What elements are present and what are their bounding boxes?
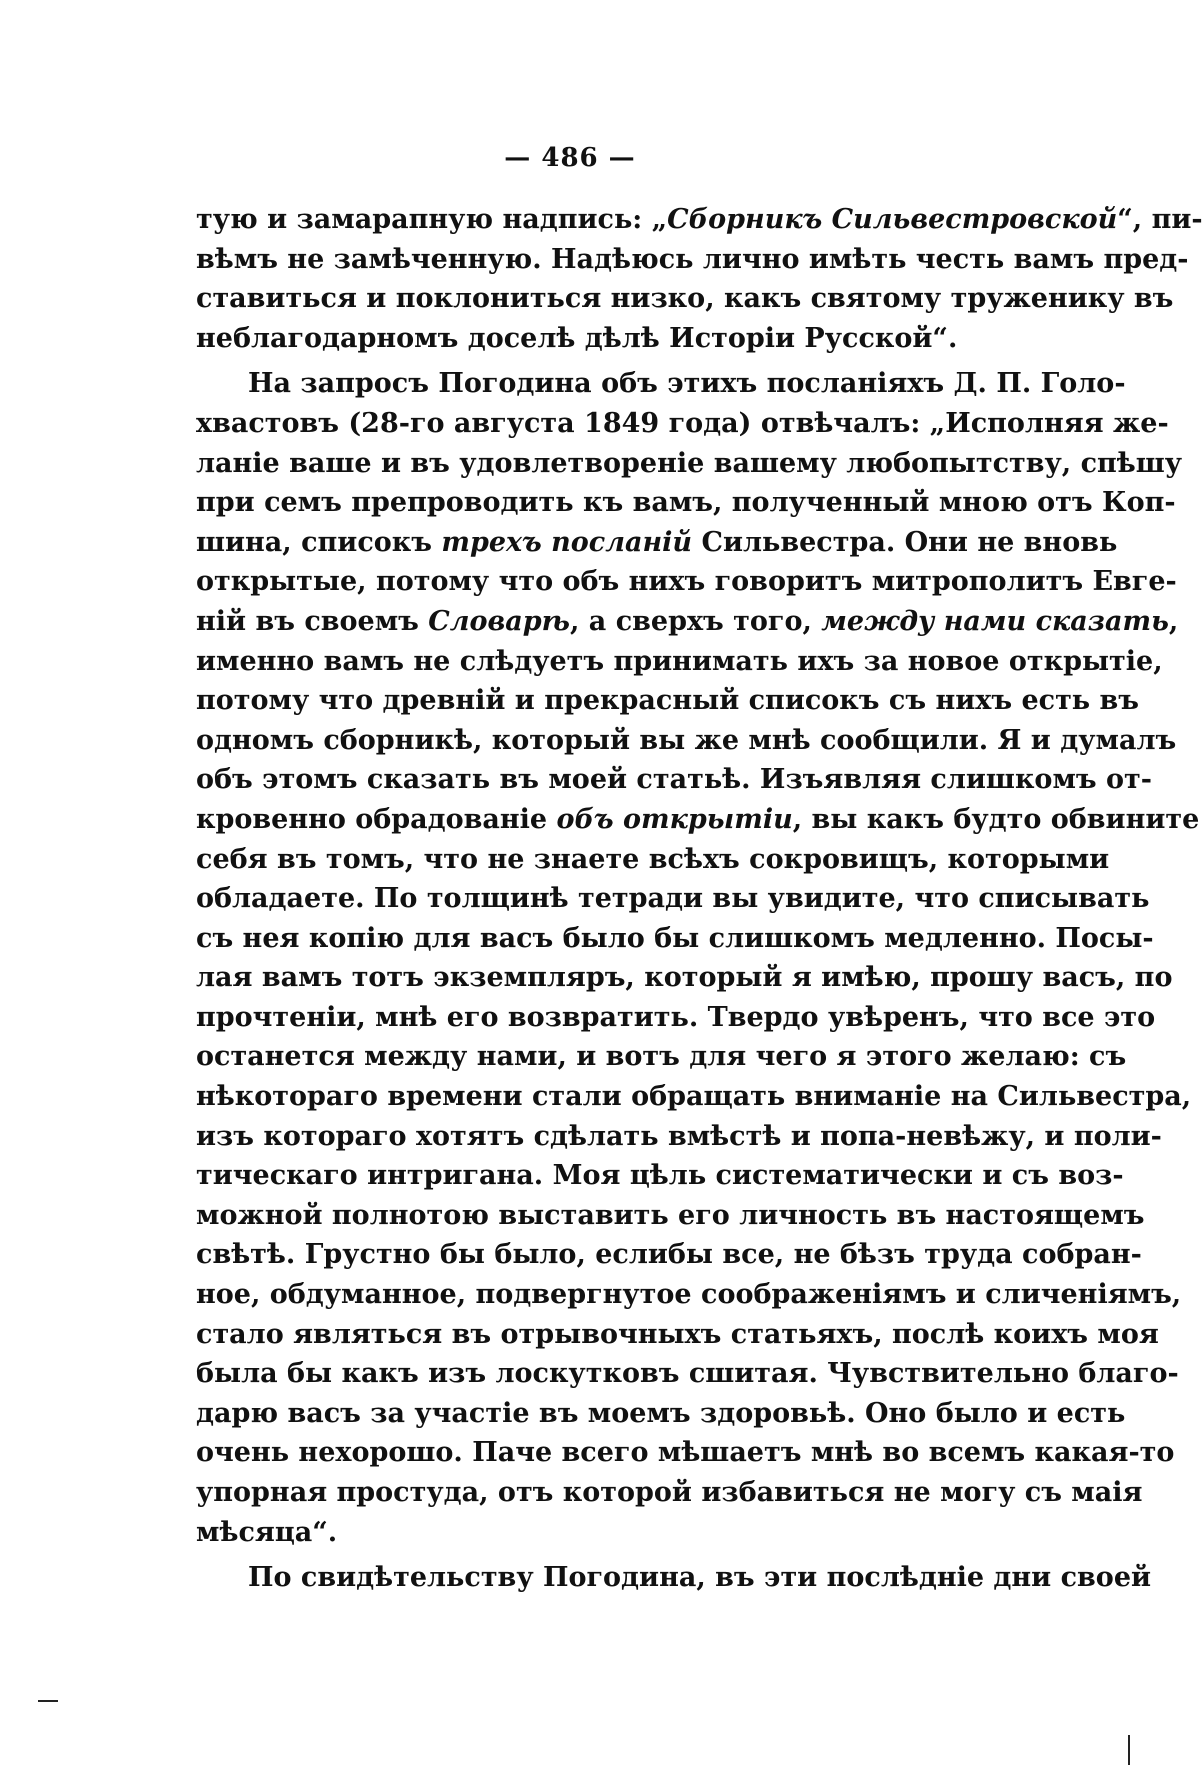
body-text [196, 200, 1203, 1598]
text-line [196, 602, 1179, 642]
text-line [196, 1077, 1192, 1117]
text-line [196, 1315, 1159, 1355]
text-run: открытые, потому что объ нихъ говоритъ митрополитъ Евге- [196, 566, 1177, 598]
text-run: при семъ препроводить къ вамъ, полученный мною отъ Коп- [196, 487, 1176, 519]
text-line [196, 681, 1139, 721]
text-line [196, 642, 1163, 682]
text-line [196, 483, 1176, 523]
text-line [196, 840, 1110, 880]
text-run: именно вамъ не слѣдуетъ принимать ихъ за новое открытіе, [196, 645, 1163, 677]
text-line [196, 879, 1150, 919]
text-line [196, 1394, 1126, 1434]
text-line [196, 404, 1169, 444]
text-run: дарю васъ за участіе въ моемъ здоровьѣ. Оно было и есть [196, 1397, 1126, 1429]
scan-mark [38, 1700, 58, 1702]
text-run: себя въ томъ, что не знаете всѣхъ сокровищъ, которыми [196, 843, 1110, 875]
text-run: , вы какъ будто обвините [792, 803, 1200, 835]
text-run: шина, списокъ [196, 526, 442, 558]
text-line [196, 1513, 1028, 1553]
text-run: хвастовъ (28-го августа 1849 года) отвѣчалъ: „Исполняя же- [196, 407, 1169, 439]
text-line [196, 1235, 1142, 1275]
italic-text: трехъ посланій [441, 526, 693, 558]
italic-text: Словарѣ [428, 605, 570, 637]
text-line [196, 1473, 1143, 1513]
text-run: одномъ сборникѣ, который вы же мнѣ сообщили. Я и думалъ [196, 724, 1177, 756]
text-run: упорная простуда, отъ которой избавиться не могу съ маія [196, 1477, 1143, 1508]
text-line [196, 760, 1152, 800]
text-run: объ этомъ сказать въ моей статьѣ. Изъявляя слишкомъ от- [196, 764, 1152, 796]
text-run: прочтеніи, мнѣ его возвратить. Твердо увѣренъ, что все это [196, 1001, 1156, 1033]
italic-text: Сборникъ Сильвестровской [667, 204, 1118, 235]
text-run: съ нея копію для васъ было бы слишкомъ медленно. Посы- [196, 922, 1154, 954]
scan-mark [1128, 1735, 1130, 1765]
text-line [196, 1196, 1145, 1236]
text-line [196, 1037, 1127, 1077]
text-line [196, 800, 1200, 840]
text-run: вѣмъ не замѣченную. Надѣюсь лично имѣть честь вамъ пред- [196, 243, 1189, 275]
text-run: ное, обдуманное, подвергнутое соображеніямъ и сличеніямъ, [196, 1279, 1182, 1311]
text-run: стало являться въ отрывочныхъ статьяхъ, послѣ коихъ моя [196, 1318, 1159, 1350]
text-run: мѣсяца“. [196, 1516, 338, 1548]
text-line [196, 1558, 1152, 1598]
text-line [196, 240, 1189, 280]
text-line [196, 200, 1203, 240]
paragraph [196, 1558, 1152, 1598]
text-run: По свидѣтельству Погодина, въ эти послѣдніе дни своей [248, 1562, 1152, 1594]
text-line [196, 1354, 1179, 1394]
text-run: На запросъ Погодина объ этихъ посланіяхъ Д. П. Голо- [248, 368, 1126, 400]
text-line [196, 919, 1154, 959]
text-line [196, 1156, 1124, 1196]
text-line [196, 562, 1177, 602]
italic-text: между нами сказать [821, 605, 1169, 637]
text-run: очень нехорошо. Паче всего мѣшаетъ мнѣ во всемъ какая-то [196, 1437, 1175, 1469]
text-line [196, 998, 1156, 1038]
text-run: , [1168, 605, 1179, 637]
text-line [196, 1117, 1162, 1157]
text-run: , а сверхъ того, [570, 605, 822, 637]
text-run: потому что древній и прекрасный списокъ съ нихъ есть въ [196, 685, 1139, 717]
text-line [196, 1275, 1182, 1315]
paragraph [196, 364, 1200, 1552]
text-run: тическаго интригана. Моя цѣль систематически и съ воз- [196, 1160, 1124, 1192]
page-number: — 486 — [504, 143, 636, 173]
text-line [196, 523, 1118, 563]
text-line [196, 1433, 1175, 1473]
text-line [196, 444, 1183, 484]
italic-text: объ открытіи [556, 803, 793, 835]
text-run: свѣтѣ. Грустно бы было, еслибы все, не бѣзъ труда собран- [196, 1239, 1142, 1271]
text-run: обладаете. По толщинѣ тетради вы увидите, что списывать [196, 883, 1150, 915]
text-run: кровенно обрадованіе [196, 803, 557, 835]
text-run: ній въ своемъ [196, 605, 429, 637]
text-line [196, 279, 1174, 319]
text-run: неблагодарномъ доселѣ дѣлѣ Исторіи Русской“. [196, 322, 958, 354]
text-line [196, 721, 1177, 761]
text-run: ланіе ваше и въ удовлетвореніе вашему любопытству, спѣшу [196, 447, 1183, 479]
text-line [196, 958, 1173, 998]
text-line [196, 364, 1126, 404]
text-run: была бы какъ изъ лоскутковъ сшитая. Чувствительно благо- [196, 1358, 1179, 1390]
text-run: ставиться и поклониться низко, какъ святому труженику въ [196, 283, 1174, 315]
text-run: “, пи- [1117, 204, 1203, 235]
text-run: нѣкотораго времени стали обращать вниманіе на Сильвестра, [196, 1081, 1192, 1113]
text-line [196, 319, 1028, 359]
text-run: останется между нами, и вотъ для чего я этого желаю: съ [196, 1041, 1127, 1073]
text-run: изъ котораго хотятъ сдѣлать вмѣстѣ и попа-невѣжу, и поли- [196, 1120, 1162, 1152]
text-run: лая вамъ тотъ экземпляръ, который я имѣю, прошу васъ, по [196, 962, 1173, 994]
text-run: можной полнотою выставить его личность въ настоящемъ [196, 1199, 1145, 1231]
paragraph [196, 200, 1203, 358]
text-run: Сильвестра. Они не вновь [692, 526, 1118, 558]
text-run: тую и замарапную надпись: „ [196, 204, 668, 235]
